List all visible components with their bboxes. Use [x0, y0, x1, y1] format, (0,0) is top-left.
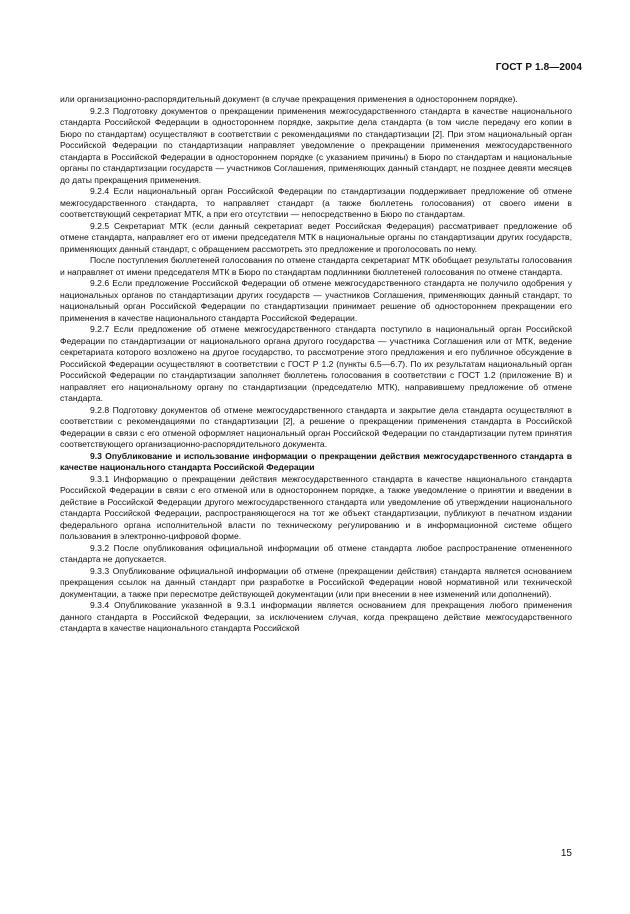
paragraph-9-3-3: 9.3.3 Опубликование официальной информации об отмене (прекращении действия) стандарта является основанием прекращения ссылок на данный стандарт при разработке в Российской Федерации новой нормативной или технической документации, а также при пересмотре действующей документации (или при внесении в нее изменений или дополнений). — [60, 565, 572, 599]
document-body — [60, 94, 572, 635]
section-heading-9-3: 9.3 Опубликование и использование информации о прекращении действия межгосударственного стандарта в качестве национального стандарта Российской Федерации — [60, 450, 572, 472]
page-number: 15 — [560, 848, 572, 859]
paragraph-9-2-3: 9.2.3 Подготовку документов о прекращении применения межгосударственного стандарта в качестве национального стандарта Российской Федерации в одностороннем порядке, закрытие дела стандарта (в том числе передачу его копии в Бюро по стандартам) осуществляют в соответствии с рекомендациями по стандартизации [2]. При этом национальный орган Российской Федерации по стандартизации направляет уведомление о прекращении применения межгосударственного стандарта в Российской Федерации в одностороннем порядке (с указанием причины) в Бюро по стандартам и национальные органы по стандартизации государств — участников Соглашения, применяющих данный стандарт, не позднее девяти месяцев до даты прекращения применения. — [60, 105, 572, 185]
paragraph-9-3-2: 9.3.2 После опубликования официальной информации об отмене стандарта любое распространение отмененного стандарта не допускается. — [60, 542, 572, 564]
paragraph-9-3-4: 9.3.4 Опубликование указанной в 9.3.1 информации является основанием для прекращения любого применения данного стандарта в Российской Федерации, за исключением случая, когда прекращено действие межгосударственного стандарта в качестве национального стандарта Российской — [60, 600, 572, 633]
paragraph-9-2-7: 9.2.7 Если предложение об отмене межгосударственного стандарта поступило в национальный орган Российской Федерации по стандартизации от национального органа другого государства — участника Соглашения или от МТК, ведение секретариата которого возложено на другое государство, то рассмотрение этого предложения и его публичное обсуждение в Российской Федерации осуществляют в соответствии с ГОСТ Р 1.2 (пункты 6.5—6.7). По их результатам национальный орган Российской Федерации по стандартизации заполняет бюллетень голосования в соответствии с ГОСТ 1.2 (приложение В) и направляет его национальному органу по стандартизации (председателю МТК), направившему предложение об отмене стандарта. — [60, 324, 572, 403]
paragraph-continuation: или организационно-распорядительный документ (в случае прекращения применения в одностороннем порядке). — [60, 94, 518, 104]
paragraph-9-2-4: 9.2.4 Если национальный орган Российской Федерации по стандартизации поддерживает предложение об отмене межгосударственного стандарта, то направляет стандарт (а также бюллетень голосования) от своего имени в соответствующий секретариат МТК, а при его отсутствии — непосредственно в Бюро по стандартам. — [60, 186, 572, 219]
paragraph-9-2-6: 9.2.6 Если предложение Российской Федерации об отмене межгосударственного стандарта не получило одобрения у национальных органов по стандартизации других государств — участников Соглашения, применяющих данный стандарт, то национальный орган Российской Федерации по стандартизации принимает решение об одностороннем прекращении его применения в качестве национального стандарта Российской Федерации. — [60, 278, 572, 323]
document-header: ГОСТ Р 1.8—2004 — [495, 62, 582, 73]
paragraph-9-2-8: 9.2.8 Подготовку документов об отмене межгосударственного стандарта и закрытие дела стандарта осуществляют в соответствии с рекомендациями по стандартизации [2], а решение о прекращении применения стандарта в Российской Федерации в связи с его отменой оформляет национальный орган Российской Федерации по стандартизации путем принятия соответствующего организационно-распорядительного документа. — [60, 404, 572, 449]
paragraph-9-2-5: 9.2.5 Секретариат МТК (если данный секретариат ведет Российская Федерация) рассматривает предложение об отмене стандарта, направляет его от имени председателя МТК в национальные органы по стандартизации других государств, применяющих данный стандарт, с обращением рассмотреть это предложение и проголосовать по нему. — [60, 220, 572, 254]
paragraph-9-3-1: 9.3.1 Информацию о прекращении действия межгосударственного стандарта в качестве национального стандарта Российской Федерации в связи с его отменой или в одностороннем порядке, а также уведомление о принятии и введении в действие в Российской Федерации другого межгосударственного стандарта или уведомление об утверждении национального стандарта Российской Федерации, распространяющегося на тот же объект стандартизации, публикуют в печатном издании федерального органа исполнительной власти по техническому регулированию и в информационной системе общего пользования в электронно-цифровой форме. — [60, 473, 572, 541]
paragraph-9-2-5-cont: После поступления бюллетеней голосования по отмене стандарта секретариат МТК обобщает результаты голосования и направляет от имени председателя МТК в Бюро по стандартам подлинники бюллетеней голосования по отмене стандарта. — [60, 255, 572, 277]
